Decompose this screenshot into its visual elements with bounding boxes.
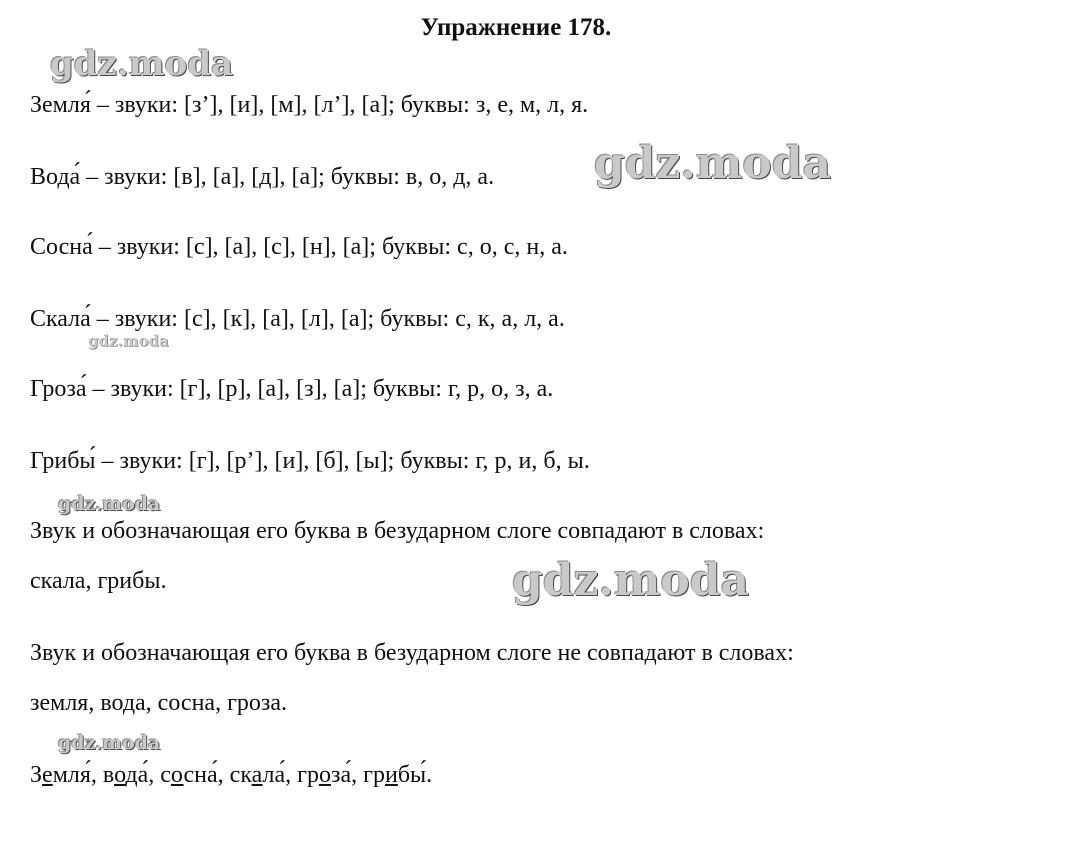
text-line: земля, вода, сосна, гроза. (30, 690, 288, 716)
watermark: gdz.moda (58, 493, 161, 515)
word-part: бы́. (397, 762, 433, 788)
watermark: gdz.moda (512, 555, 750, 606)
exercise-title: Упражнение 178. (420, 14, 612, 41)
text-line: Звук и обозначающая его буква в безударном слоге не совпадают в словах: (30, 640, 794, 666)
underlined-vowel: е (42, 762, 53, 788)
final-line (30, 762, 432, 789)
word-part: с (160, 762, 171, 788)
word-part: ск (229, 762, 252, 788)
underlined-vowel: о (318, 762, 331, 788)
watermark: gdz.moda (594, 138, 832, 189)
text-line: Земля́ – звуки: [з’], [и], [м], [л’], [а]; буквы: з, е, м, л, я. (30, 92, 589, 118)
word-part: мля́, (52, 762, 103, 788)
watermark: gdz.moda (58, 732, 161, 754)
word-part: за́, (330, 762, 364, 788)
watermark: gdz.moda (50, 44, 234, 84)
text-line: Вода́ – звуки: [в], [а], [д], [а]; буквы: в, о, д, а. (30, 164, 495, 190)
text-line: Сосна́ – звуки: [с], [а], [с], [н], [а]; буквы: с, о, с, н, а. (30, 234, 568, 260)
underlined-vowel: а (251, 762, 263, 788)
text-line: Грибы́ – звуки: [г], [р’], [и], [б], [ы]; буквы: г, р, и, б, ы. (30, 448, 590, 474)
watermark: gdz.moda (88, 332, 169, 350)
underlined-vowel: о (114, 762, 126, 788)
underlined-vowel: и (384, 762, 398, 788)
word-part: ла́, (262, 762, 298, 788)
text-line: Гроза́ – звуки: [г], [р], [а], [з], [а]; буквы: г, р, о, з, а. (30, 376, 554, 402)
word-part: гр (297, 762, 319, 788)
word-part: да́, (125, 762, 161, 788)
word-part: гр (363, 762, 385, 788)
word-part: З (30, 762, 43, 788)
text-line: Скала́ – звуки: [с], [к], [а], [л], [а]; буквы: с, к, а, л, а. (30, 306, 565, 332)
underlined-vowel: о (170, 762, 184, 788)
text-line: скала, грибы. (30, 568, 167, 594)
word-part: в (102, 762, 115, 788)
text-line: Звук и обозначающая его буква в безударном слоге совпадают в словах: (30, 518, 765, 544)
word-part: сна́, (183, 762, 230, 788)
